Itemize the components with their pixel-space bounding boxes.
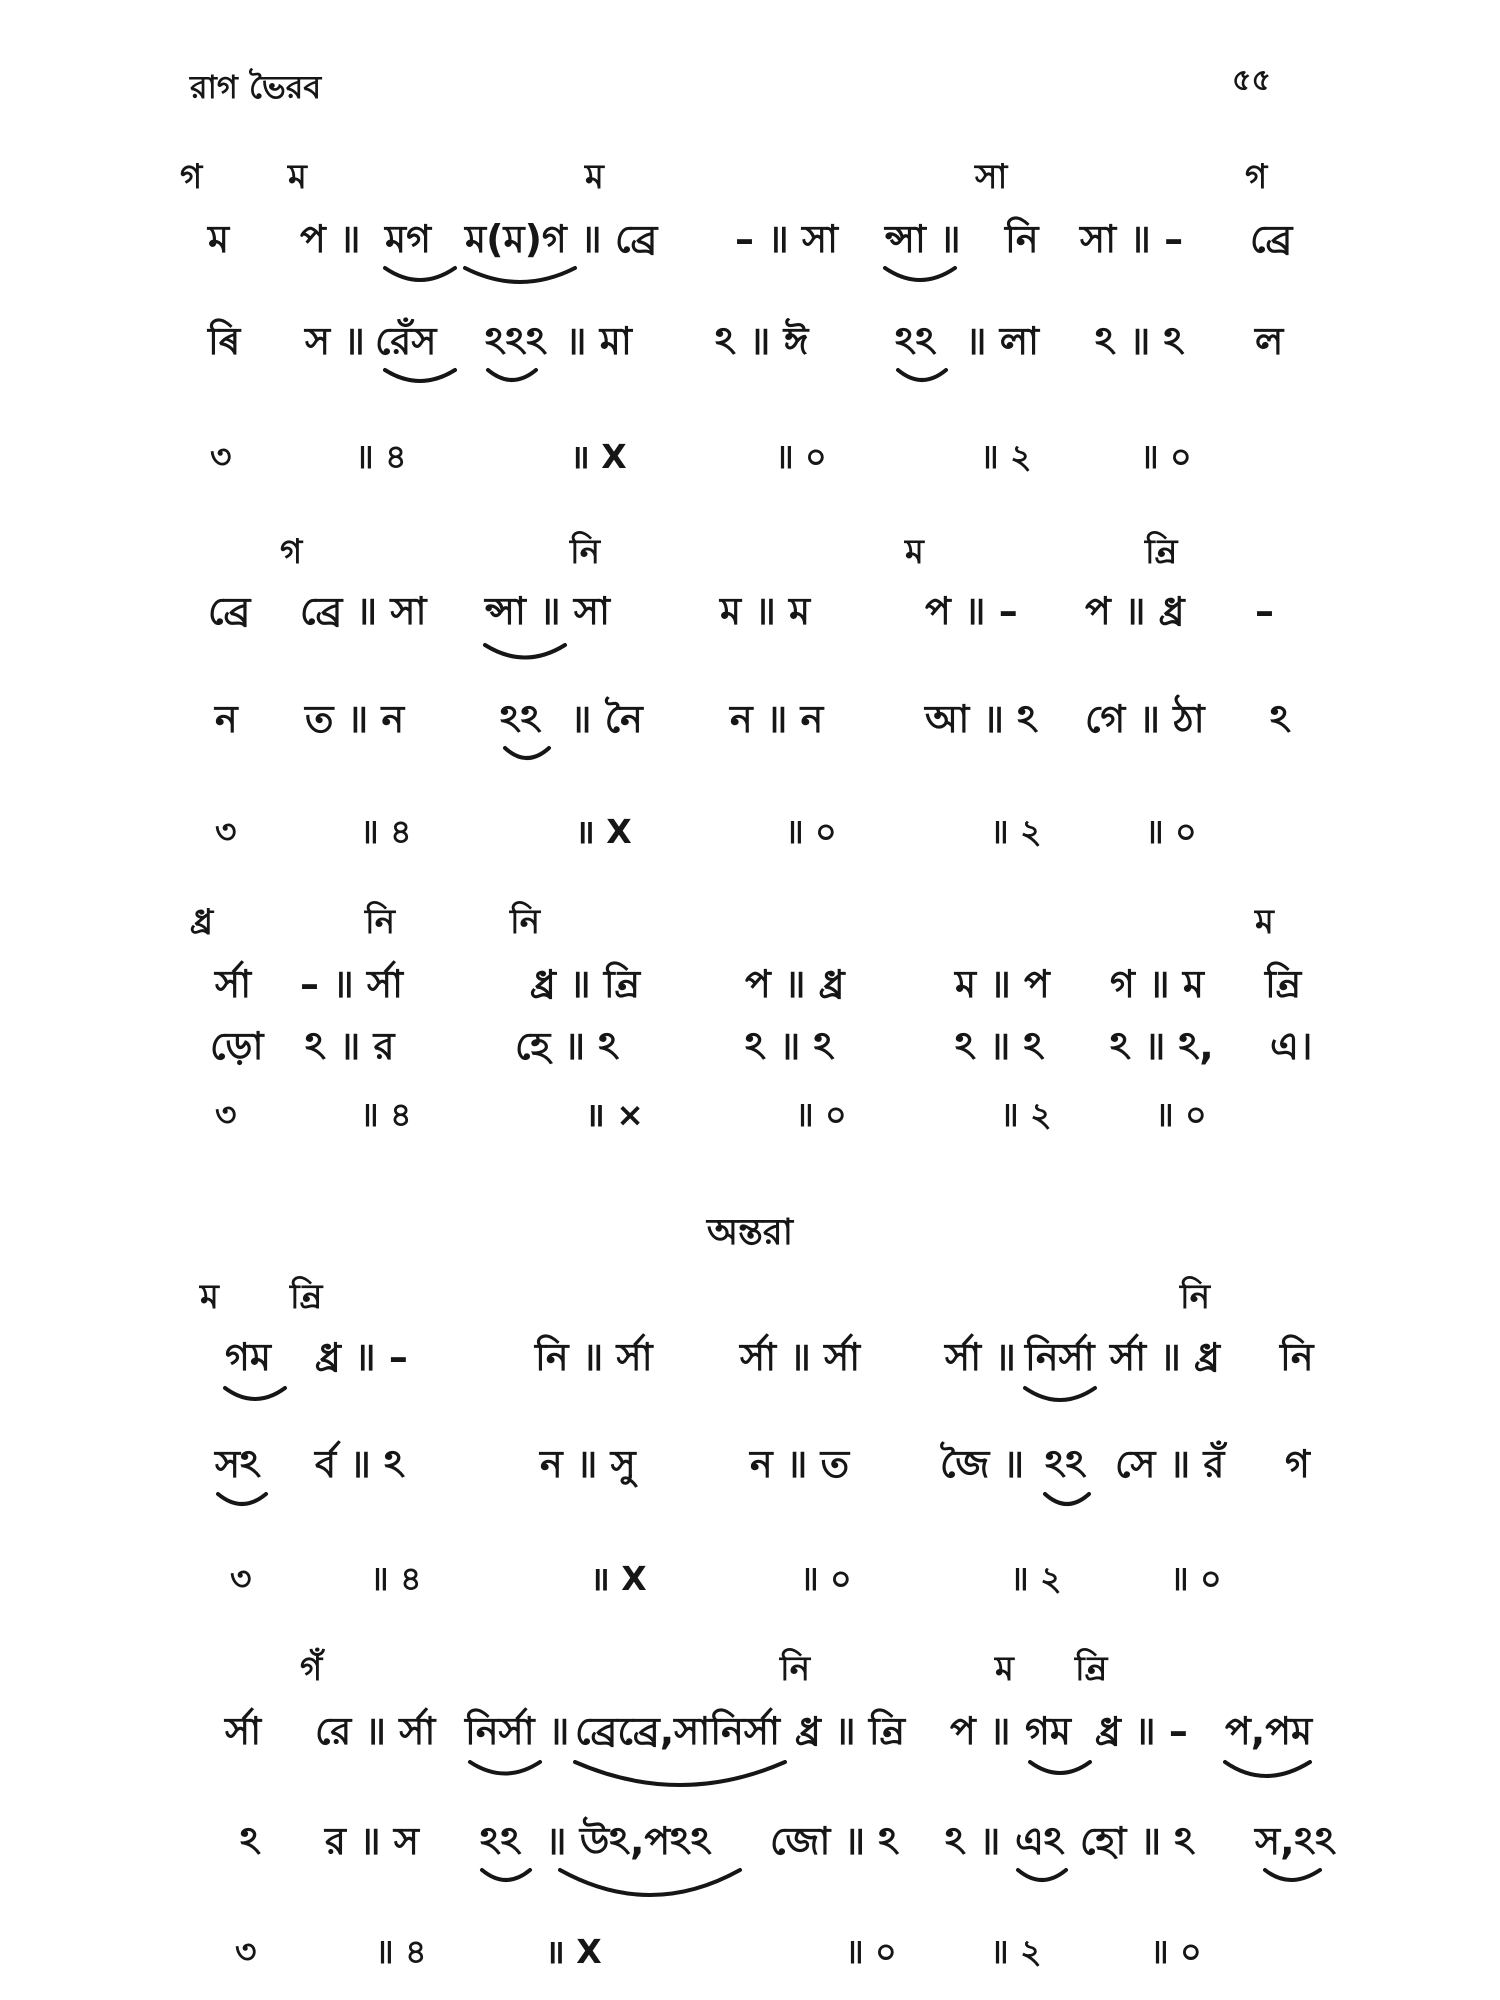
lyric-token: ঽ ॥ ঽ — [955, 1024, 1045, 1068]
swar-token: প ॥ — [950, 1709, 1011, 1753]
slur-mark — [1225, 1762, 1310, 1776]
beat-mark: ॥ ০ — [785, 812, 837, 851]
swar-token: ম ॥ ম — [720, 589, 811, 633]
swar-token: গম — [225, 1335, 272, 1379]
lyric-token: ঽ ॥ ঈ — [715, 319, 809, 363]
beat-mark: ॥ ৪ — [360, 812, 412, 851]
swar-token: ন্রি — [1265, 962, 1302, 1006]
lyric-token: আ ॥ ঽ — [925, 697, 1038, 741]
slur-mark — [1045, 1494, 1089, 1504]
beat-mark: ॥ X — [575, 812, 632, 851]
swar-token: নির্সা ॥ — [465, 1709, 570, 1753]
lyric-token: ঽ ॥ ঽ — [745, 1024, 835, 1068]
beat-mark: ॥ ০ — [845, 1932, 897, 1971]
swar-token: প ॥ ধ্র — [1085, 589, 1185, 633]
swar-token: নির্সা — [1025, 1335, 1095, 1379]
note-mark: ম — [200, 1277, 219, 1317]
beat-mark: ॥ ০ — [1140, 437, 1192, 476]
swar-token: – — [1255, 589, 1274, 633]
slur-mark — [385, 268, 455, 280]
beat-mark: ॥ ৪ — [370, 1559, 422, 1598]
swar-token: গ ॥ ম — [1110, 962, 1204, 1006]
swar-token: ধ্র ॥ ন্রি — [530, 962, 641, 1006]
beat-mark: ॥ ০ — [795, 1095, 847, 1134]
lyric-token: জৈ ॥ — [940, 1442, 1025, 1486]
lyric-token: ঽ ॥ ঽ, — [1110, 1024, 1214, 1068]
swar-token: ম ॥ প — [955, 962, 1050, 1006]
beat-mark: ॥ × — [585, 1095, 644, 1134]
beat-mark: ॥ ২ — [990, 1932, 1042, 1971]
beat-mark: ॥ X — [545, 1932, 602, 1971]
lyric-token: জো ॥ ঽ — [770, 1819, 900, 1863]
swar-token: র্সা ॥ ধ্র — [1110, 1335, 1220, 1379]
slur-mark — [488, 370, 536, 380]
lyric-token: রেঁস — [375, 319, 437, 363]
beat-mark: ॥ ০ — [1170, 1559, 1222, 1598]
beat-mark: ৩ — [235, 1932, 257, 1971]
lyric-token: ॥ লা — [965, 319, 1040, 363]
beat-mark: ॥ ০ — [800, 1559, 852, 1598]
swar-token: সা ॥ – — [1080, 217, 1184, 261]
note-mark: ম — [1255, 902, 1274, 942]
slur-mark — [1030, 1762, 1090, 1773]
beat-mark: ॥ ০ — [1155, 1095, 1207, 1134]
swar-token: ন্সা ॥ — [885, 217, 961, 261]
swar-token: রে ॥ র্সা — [315, 1709, 436, 1753]
swar-token: ব্রে ॥ সা — [300, 589, 427, 633]
note-mark: ধ্র — [190, 902, 214, 942]
beat-mark: ৩ — [215, 1095, 237, 1134]
lyric-token: ॥ মা — [565, 319, 632, 363]
lyric-token: এ। — [1270, 1024, 1313, 1068]
beat-mark: ॥ X — [570, 437, 627, 476]
lyric-token: হো ॥ ঽ — [1080, 1819, 1196, 1863]
swar-token: ব্রে — [208, 589, 251, 633]
beat-mark: ॥ ৪ — [355, 437, 407, 476]
swar-token: – ॥ র্সা — [300, 962, 404, 1006]
note-mark: ম — [585, 157, 604, 197]
swar-token: ব্রেব্রে,সানির্সা — [575, 1709, 780, 1753]
lyric-token: গ — [1285, 1442, 1310, 1486]
note-mark: নি — [570, 532, 601, 572]
slur-mark — [470, 1762, 540, 1774]
beat-mark: ৩ — [210, 437, 232, 476]
lyric-token: হে ॥ ঽ — [515, 1024, 619, 1068]
lyric-token: স,ঽঽ — [1255, 1819, 1336, 1863]
lyric-token: ॥ নৈ — [570, 697, 643, 741]
slur-mark — [898, 370, 946, 380]
slur-mark — [505, 748, 549, 758]
lyric-token: গে ॥ ঠা — [1085, 697, 1205, 741]
lyric-token: ঽ — [240, 1819, 261, 1863]
lyric-token: ন ॥ সু — [540, 1442, 636, 1486]
swar-token: প ॥ — [300, 217, 361, 261]
note-mark: গঁ — [300, 1649, 323, 1689]
lyric-token: ৰি — [208, 319, 241, 363]
swar-token: ম — [208, 217, 230, 261]
beat-mark: ॥ X — [590, 1559, 647, 1598]
swar-token: মগ — [385, 217, 432, 261]
swar-token: প ॥ – — [925, 589, 1018, 633]
beat-mark: ॥ ২ — [990, 812, 1042, 851]
slur-mark — [385, 370, 455, 381]
lyric-token: ঽঽ — [480, 1819, 522, 1863]
slur-mark — [1018, 1870, 1066, 1880]
note-mark: নি — [1180, 1277, 1211, 1317]
beat-mark: ॥ ২ — [980, 437, 1032, 476]
page-number: ৫৫ — [1232, 63, 1271, 98]
slur-mark — [560, 1870, 740, 1895]
slur-mark — [465, 268, 575, 282]
note-mark: ম — [288, 157, 307, 197]
lyric-token: ড়ো — [210, 1024, 264, 1068]
swar-token: নি — [1280, 1335, 1314, 1379]
note-mark: গ — [280, 532, 303, 572]
swar-token: নি — [1005, 217, 1039, 261]
note-mark: নি — [510, 902, 541, 942]
lyric-token: ঽ ॥ র — [305, 1024, 395, 1068]
note-mark: ম — [905, 532, 924, 572]
beat-mark: ॥ ৪ — [360, 1095, 412, 1134]
beat-mark: ॥ ০ — [1150, 1932, 1202, 1971]
note-mark: গ — [180, 157, 203, 197]
lyric-token: ন — [215, 697, 238, 741]
lyric-token: ঽঽ — [500, 697, 542, 741]
lyric-token: সে ॥ রঁ — [1115, 1442, 1225, 1486]
lyric-token: স ॥ — [305, 319, 365, 363]
lyric-token: র ॥ স — [325, 1819, 419, 1863]
swar-token: ব্রে — [615, 217, 658, 261]
lyric-token: ল — [1255, 319, 1284, 363]
swar-token: ম(ম)গ ॥ — [465, 217, 602, 261]
lyric-token: সঽ — [215, 1442, 261, 1486]
lyric-token: ন ॥ ত — [750, 1442, 850, 1486]
note-mark: ম — [995, 1649, 1014, 1689]
swar-token: প ॥ ধ্র — [745, 962, 845, 1006]
beat-mark: ৩ — [215, 812, 237, 851]
swar-token: ন্সা ॥ সা — [485, 589, 610, 633]
lyric-token: ॥ উঽ,পঽঽ — [545, 1819, 712, 1863]
slur-mark — [575, 1762, 785, 1785]
swar-token: র্সা — [215, 962, 252, 1006]
swar-token: ধ্র ॥ – — [1095, 1709, 1188, 1753]
lyric-token: ঽঽঽ — [485, 319, 547, 363]
beat-mark: ৩ — [230, 1559, 252, 1598]
running-title: রাগ ভৈরব — [190, 68, 322, 106]
lyric-token: ঽঽ — [895, 319, 937, 363]
note-mark: ন্রি — [290, 1277, 323, 1317]
swar-token: র্সা — [225, 1709, 262, 1753]
slur-mark — [485, 645, 565, 658]
lyric-token: ন ॥ ন — [730, 697, 824, 741]
slur-mark — [218, 1494, 266, 1504]
beat-mark: ॥ ২ — [1000, 1095, 1052, 1134]
swar-token: র্সা ॥ র্সা — [740, 1335, 861, 1379]
note-mark: নি — [780, 1649, 811, 1689]
slur-mark — [885, 268, 955, 280]
beat-mark: ॥ ০ — [1145, 812, 1197, 851]
slur-mark — [1265, 1870, 1320, 1880]
slur-mark — [225, 1388, 285, 1399]
section-title: অন্তরা — [706, 1212, 794, 1253]
swar-token: ধ্র ॥ ন্রি — [795, 1709, 906, 1753]
swar-token: র্সা ॥ — [945, 1335, 1016, 1379]
lyric-token: এঽ — [1015, 1819, 1065, 1863]
slur-mark — [1025, 1388, 1095, 1400]
note-mark: ন্রি — [1075, 1649, 1108, 1689]
note-mark: ন্রি — [1145, 532, 1178, 572]
lyric-token: ঽ — [1270, 697, 1291, 741]
note-mark: নি — [365, 902, 396, 942]
swar-token: নি ॥ র্সা — [535, 1335, 653, 1379]
slur-mark — [482, 1870, 530, 1880]
lyric-token: ঽঽ — [1045, 1442, 1087, 1486]
beat-mark: ॥ ৪ — [375, 1932, 427, 1971]
swar-token: ব্রে — [1250, 217, 1293, 261]
lyric-token: ঽ ॥ ঽ — [1095, 319, 1185, 363]
swar-token: প,পম — [1225, 1709, 1313, 1753]
beat-mark: ॥ ২ — [1010, 1559, 1062, 1598]
beat-mark: ॥ ০ — [775, 437, 827, 476]
lyric-token: ত ॥ ন — [305, 697, 405, 741]
note-mark: গ — [1245, 157, 1268, 197]
lyric-token: র্ব ॥ ঽ — [315, 1442, 405, 1486]
note-mark: সা — [975, 157, 1008, 197]
swar-token: গম — [1025, 1709, 1072, 1753]
swar-token: ধ্র ॥ – — [315, 1335, 408, 1379]
lyric-token: ঽ ॥ — [945, 1819, 1001, 1863]
swar-token: – ॥ সা — [735, 217, 839, 261]
